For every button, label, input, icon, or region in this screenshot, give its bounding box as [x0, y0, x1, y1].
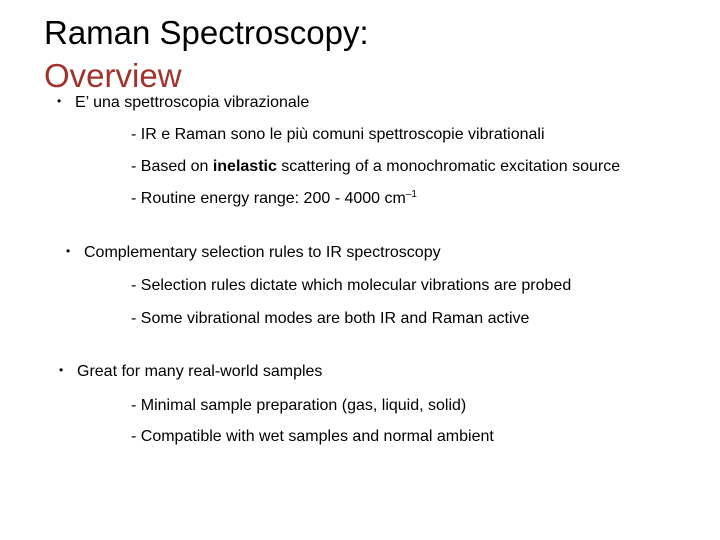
bullet-item-real-world-samples [59, 364, 322, 380]
subpoint-emphasis: inelastic [212, 158, 277, 175]
slide-title-accent: Overview [44, 57, 182, 94]
subpoint-ir-raman-common: - IR e Raman sono le più comuni spettroscopie vibrationali [131, 126, 545, 143]
subpoint-inelastic-scattering [131, 159, 620, 175]
bullet-item-vibrational [57, 95, 309, 111]
subpoint-text: scattering of a monochromatic excitation source [276, 158, 621, 175]
superscript-exponent: –1 [405, 189, 417, 200]
subpoint-text: - Based on [131, 158, 213, 175]
bullet-text: Great for many real-world samples [77, 363, 323, 380]
bullet-marker: • [66, 244, 71, 258]
bullet-text: Complementary selection rules to IR spectroscopy [84, 244, 441, 261]
bullet-marker: • [59, 363, 64, 377]
subpoint-wet-samples: - Compatible with wet samples and normal ambient [131, 428, 494, 445]
subpoint-text: - Routine energy range: 200 - 4000 cm [131, 190, 406, 207]
subpoint-selection-rules-probed: - Selection rules dictate which molecular vibrations are probed [131, 277, 572, 294]
slide-title: Raman Spectroscopy: [44, 14, 369, 51]
subpoint-sample-preparation: - Minimal sample preparation (gas, liquid, solid) [131, 397, 467, 414]
bullet-item-selection-rules [66, 245, 441, 261]
subpoint-energy-range [131, 191, 417, 207]
bullet-text: E’ una spettroscopia vibrazionale [75, 94, 310, 111]
bullet-marker: • [57, 94, 62, 108]
subpoint-ir-raman-active: - Some vibrational modes are both IR and Raman active [131, 310, 530, 327]
